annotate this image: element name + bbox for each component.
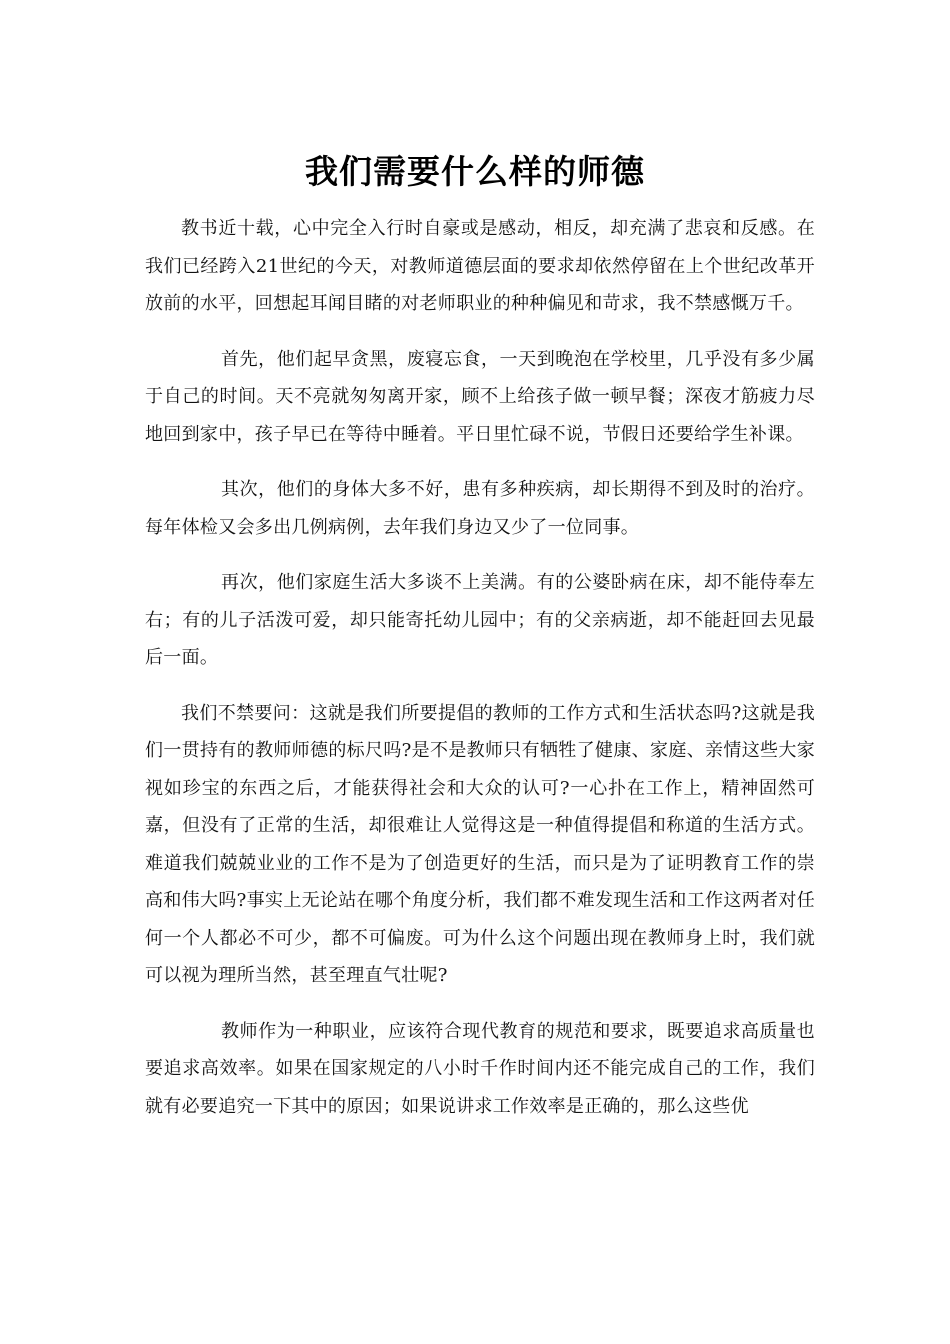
document-body	[145, 210, 815, 1143]
paragraph-intro: 教书近十载，心中完全入行时自豪或是感动，相反，却充满了悲哀和反感。在我们已经跨入21世纪的今天，对教师道德层面的要求却依然停留在上个世纪改革开放前的水平，回想起耳闻目睹的对老师职业的种种偏见和苛求，我不禁感慨万千。	[145, 218, 815, 314]
paragraph-conclusion: 教师作为一种职业，应该符合现代教育的规范和要求，既要追求高质量也要追求高效率。如果在国家规定的八小时千作时间内还不能完成自己的工作，我们就有必要追究一下其中的原因；如果说讲求工作效率是正确的，那么这些优	[145, 1020, 815, 1117]
document-title: 我们需要什么样的师德	[305, 152, 645, 192]
paragraph-first: 首先，他们起早贪黑，废寝忘食，一天到晚泡在学校里，几乎没有多少属于自己的时间。天不亮就匆匆离开家，顾不上给孩子做一顿早餐；深夜才筋疲力尽地回到家中，孩子早已在等待中睡着。平日里忙碌不说，节假日还要给学生补课。	[145, 348, 815, 445]
paragraph-third: 再次，他们家庭生活大多谈不上美满。有的公婆卧病在床，却不能侍奉左右；有的儿子活泼可爱，却只能寄托幼儿园中；有的父亲病逝，却不能赶回去见最后一面。	[145, 572, 815, 668]
paragraph-question: 我们不禁要问：这就是我们所要提倡的教师的工作方式和生活状态吗?这就是我们一贯持有的教师师德的标尺吗?是不是教师只有牺牲了健康、家庭、亲情这些大家视如珍宝的东西之后，才能获得社会和大众的认可?一心扑在工作上，精神固然可嘉，但没有了正常的生活，却很难让人觉得这是一种值得提倡和称道的生活方式。难道我们兢兢业业的工作不是为了创造更好的生活，而只是为了证明教育工作的崇高和伟大吗?事实上无论站在哪个角度分析，我们都不难发现生活和工作这两者对任何一个人都必不可少，都不可偏废。可为什么这个问题出现在教师身上时，我们就可以视为理所当然，甚至理直气壮呢?	[145, 702, 815, 986]
paragraph-second: 其次，他们的身体大多不好，患有多种疾病，却长期得不到及时的治疗。每年体检又会多出几例病例，去年我们身边又少了一位同事。	[145, 479, 815, 538]
